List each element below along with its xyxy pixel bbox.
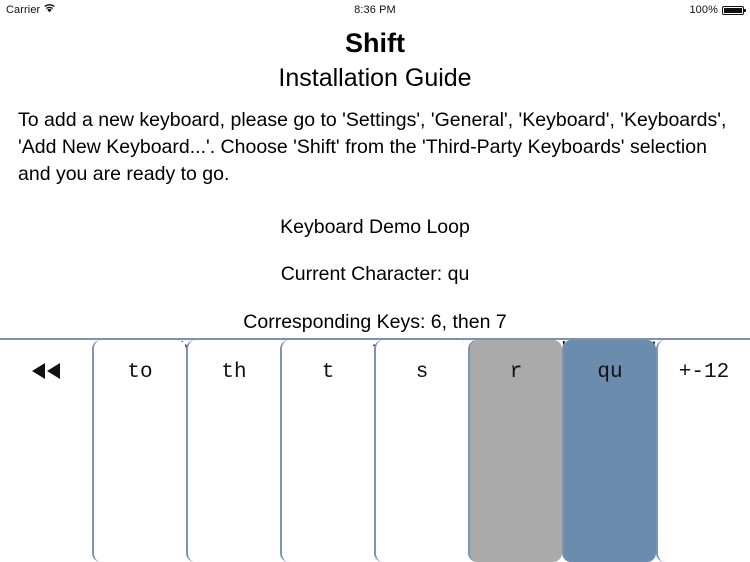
key-qu[interactable] bbox=[562, 340, 656, 562]
battery-percent-label: 100% bbox=[689, 4, 718, 16]
page-subtitle: Installation Guide bbox=[278, 64, 472, 93]
key-label: t bbox=[321, 361, 335, 384]
key-s[interactable] bbox=[374, 340, 468, 562]
battery-fill bbox=[724, 8, 742, 13]
wifi-icon bbox=[44, 4, 55, 16]
rewind-icon bbox=[29, 362, 63, 380]
key-label: th bbox=[221, 361, 247, 384]
status-bar-clock: 8:36 PM bbox=[354, 4, 396, 16]
page-title: Shift bbox=[345, 28, 405, 58]
installation-instructions: To add a new keyboard, please go to 'Settings', 'General', 'Keyboard', 'Keyboards', 'Add New Keyboard...'. Choose 'Shift' from the 'Third-Party Keyboards' selection and you are ready to go. bbox=[18, 108, 727, 185]
corresponding-keys-label: Corresponding Keys: 6, then 7 bbox=[243, 311, 507, 334]
key-label: qu bbox=[597, 361, 623, 384]
key-label: r bbox=[509, 361, 523, 384]
demo-heading: Keyboard Demo Loop bbox=[280, 215, 470, 238]
key-r[interactable] bbox=[468, 340, 562, 562]
key-rewind[interactable] bbox=[0, 340, 92, 562]
keyboard bbox=[0, 338, 750, 562]
key-t[interactable] bbox=[280, 340, 374, 562]
current-character-label: Current Character: qu bbox=[280, 263, 470, 286]
status-bar-right bbox=[634, 4, 744, 16]
key-plus-minus-12[interactable] bbox=[656, 340, 750, 562]
carrier-label: Carrier bbox=[6, 4, 41, 16]
status-bar bbox=[0, 0, 750, 20]
key-label: s bbox=[415, 361, 429, 384]
key-to[interactable] bbox=[92, 340, 186, 562]
key-th[interactable] bbox=[186, 340, 280, 562]
key-label: to bbox=[127, 361, 153, 384]
battery-full-icon bbox=[722, 6, 744, 15]
status-bar-left bbox=[6, 4, 116, 16]
key-label: +-12 bbox=[678, 361, 730, 384]
